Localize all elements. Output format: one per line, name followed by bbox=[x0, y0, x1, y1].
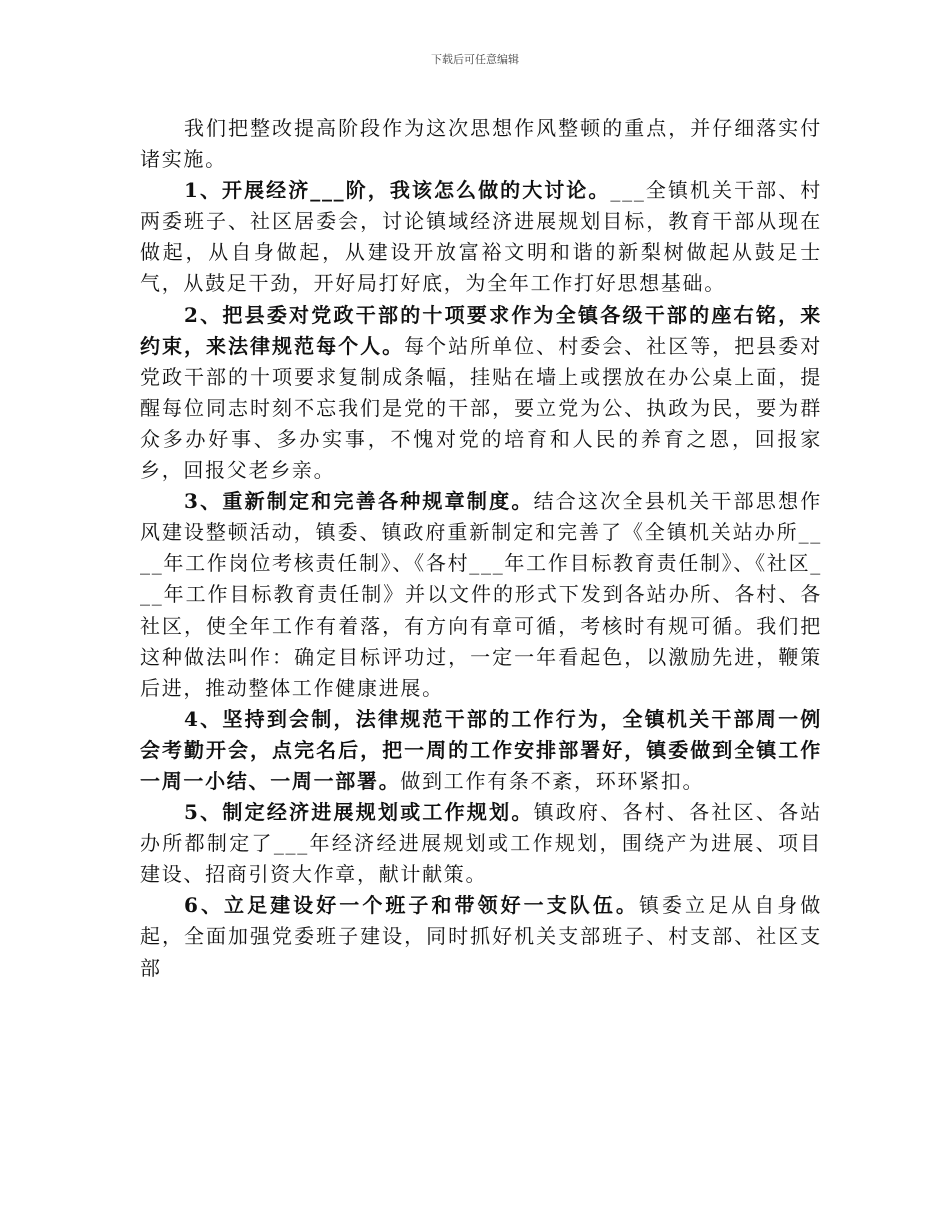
paragraph-lead: 1、开展经济___阶，我该怎么做的大讨论。 bbox=[184, 178, 611, 203]
paragraph-lead: 2、把县委对党政干部的十项要求作为全镇各级干部的座右铭，来约束，来法律规范每个人。 bbox=[140, 302, 822, 358]
paragraph-text: 每个站所单位、村委会、社区等，把县委对党政干部的十项要求复制成条幅，挂贴在墙上或摆放在办公桌上面，提醒每位同志时刻不忘我们是党的干部，要立党为公、执政为民，要为群众多办好事、多办实事，不愧对党的培育和人民的养育之恩，回报家乡，回报父老乡亲。 bbox=[140, 333, 822, 483]
paragraph-lead: 5、制定经济进展规划或工作规划。 bbox=[184, 800, 534, 825]
paragraph-intro bbox=[140, 113, 822, 175]
paragraph-item-4 bbox=[140, 704, 822, 797]
paragraph-lead: 4、坚持到会制，法律规范干部的工作行为，全镇机关干部周一例会考勤开会，点完名后，把一周的工作安排部署好，镇委做到全镇工作一周一小结、一周一部署。 bbox=[140, 706, 822, 793]
paragraph-item-2 bbox=[140, 300, 822, 487]
document-body bbox=[140, 113, 822, 984]
paragraph-text: 镇委立足从自身做起，全面加强党委班子建设，同时抓好机关支部班子、村支部、社区支部 bbox=[140, 893, 822, 980]
paragraph-text: ___全镇机关干部、村两委班子、社区居委会，讨论镇域经济进展规划目标，教育干部从现在做起，从自身做起，从建设开放富裕文明和谐的新梨树做起从鼓足士气，从鼓足干劲，开好局打好底，为全年工作打好思想基础。 bbox=[140, 178, 822, 296]
paragraph-item-3 bbox=[140, 486, 822, 704]
paragraph-item-6 bbox=[140, 890, 822, 983]
paragraph-lead: 3、重新制定和完善各种规章制度。 bbox=[184, 489, 534, 514]
paragraph-item-5 bbox=[140, 797, 822, 890]
paragraph-item-1 bbox=[140, 175, 822, 299]
paragraph-text: 做到工作有条不紊，环环紧扣。 bbox=[400, 768, 705, 793]
page-header: 下载后可任意编辑 bbox=[431, 53, 519, 66]
paragraph-text: 镇政府、各村、各社区、各站办所都制定了___年经济经进展规划或工作规划，围绕产为进展、项目建设、招商引资大作章，献计献策。 bbox=[140, 800, 822, 887]
paragraph-text: 结合这次全县机关干部思想作风建设整顿活动，镇委、镇政府重新制定和完善了《全镇机关站办所____年工作岗位考核责任制》、《各村___年工作目标教育责任制》、《社区___年工作目标教育责任制》并以文件的形式下发到各站办所、各村、各社区，使全年工作有着落，有方向有章可循，考核时有规可循。我们把这种做法叫作：确定目标评功过，一定一年看起色，以激励先进，鞭策后进，推动整体工作健康进展。 bbox=[140, 489, 822, 700]
paragraph-lead: 6、立足建设好一个班子和带领好一支队伍。 bbox=[184, 893, 639, 918]
paragraph-text: 我们把整改提高阶段作为这次思想作风整顿的重点，并仔细落实付诸实施。 bbox=[140, 116, 822, 172]
